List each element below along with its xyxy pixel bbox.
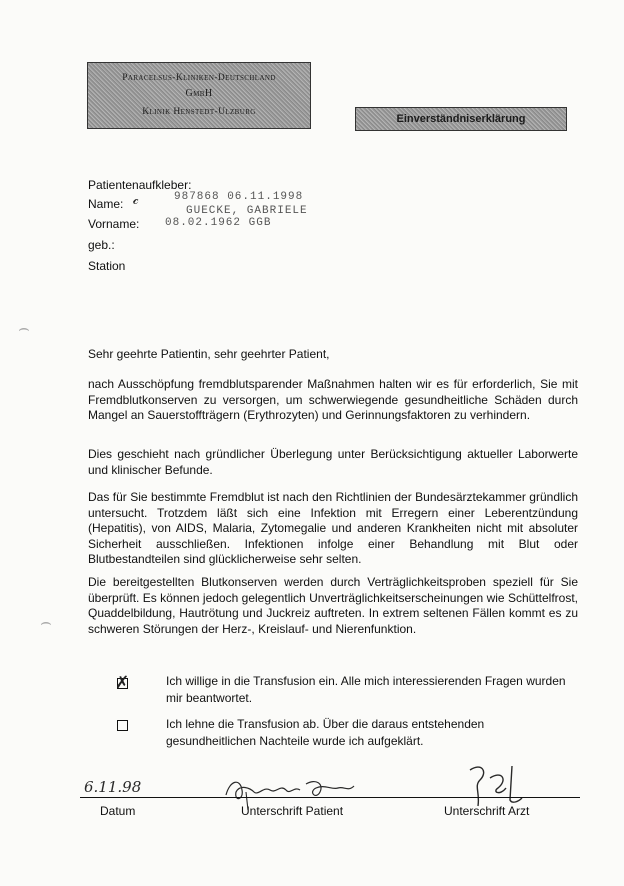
sticker-label: Patientenaufkleber: [88,178,192,192]
consent-option-text: Ich willige in die Transfusion ein. Alle mich interessierenden Fragen wurden mir beantwortet. [166,674,566,705]
paragraph-side-effects: Die bereitgestellten Blutkonserven werden durch Verträglichkeitsproben speziell für Sie überprüft. Es können jedoch gelegentlich Unverträglichkeitserscheinungen wie Schüttelfrost, Quaddelbildung, Hautrötung und Juckreiz auftreten. In extrem seltenen Fällen kommt es zu schweren Störungen der Herz-, Kreislauf- und Nierenfunktion. [88,575,578,636]
paragraph-necessity: nach Ausschöpfung fremdblutsparender Maßnahmen halten wir es für erforderlich, Sie mit Fremdblutkonserven zu versorgen, um schwerwiegende gesundheitliche Schäden durch Mangel an Sauerstoffträgern (Erythrozyten) und Gerinnungsfaktoren zu verhindern. [88,377,578,422]
station-label: Station [88,259,126,273]
birthdate-label: geb.: [88,238,115,252]
sticker-id-date: 987868 06.11.1998 [174,191,304,203]
doctor-signature-label: Unterschrift Arzt [444,804,530,818]
decline-checkbox[interactable] [117,720,128,731]
sticker-birthdate: 08.02.1962 GGB [165,217,272,229]
clinic-header-box [87,62,311,129]
sticker-edge-mark: 𝒸 [133,191,139,207]
patient-signature-label: Unterschrift Patient [241,804,344,818]
document-title: Einverständniserklärung [355,107,567,131]
scan-mark: ⌢ [40,612,52,632]
handwritten-date: 6.11.98 [84,778,142,796]
name-label: Name: [88,197,124,211]
clinic-name: Paracelsus-Kliniken-Deutschland [122,73,276,83]
consent-check-mark: ✗ [115,673,130,692]
paragraph-evaluation: Dies geschieht nach gründlicher Überlegung unter Berücksichtigung aktueller Laborwerte und klinischer Befunde. [88,447,578,477]
decline-option-text: Ich lehne die Transfusion ab. Über die daraus entstehenden gesundheitlichen Nachteile wurde ich aufgeklärt. [166,717,485,748]
firstname-label: Vorname: [88,217,140,231]
clinic-legal-form: GmbH [185,88,213,99]
paragraph-infection-risk: Das für Sie bestimmte Fremdblut ist nach den Richtlinien der Bundesärztekammer gründlich untersucht. Trotzdem läßt sich eine Infektion mit Erregern einer Leberentzündung (Hepatitis), von AIDS, Malaria, Zytomegalie und anderen Krankheiten nicht mit absoluter Sicherheit ausschließen. Infektionen infolge einer Behandlung mit Blut oder Blutbestandteilen sind glücklicherweise sehr selten. [88,490,578,566]
clinic-location: Klinik Henstedt-Ulzburg [142,107,256,117]
sticker-patient-name: GUECKE, GABRIELE [186,205,308,217]
date-label: Datum [100,804,136,818]
salutation: Sehr geehrte Patientin, sehr geehrter Patient, [88,347,330,361]
scan-mark: ⌢ [18,318,30,338]
signature-line [80,797,580,798]
